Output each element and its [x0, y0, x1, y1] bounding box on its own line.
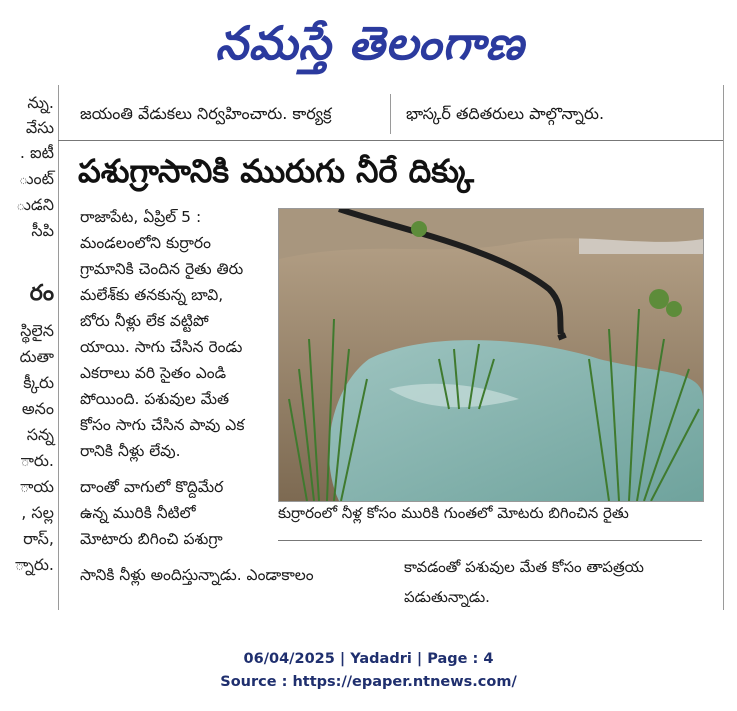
article-body: [80, 208, 272, 588]
section-divider: [58, 140, 723, 141]
left-column-line: ారు.: [20, 451, 54, 470]
body-line-last: సానికి నీళ్లు అందిస్తున్నాడు. ఎండాకాలం: [80, 566, 314, 584]
left-column-line: సన్న: [26, 425, 54, 444]
continuation-line: కావడంతో పశువుల మేత కోసం తాపత్రయ: [404, 558, 644, 576]
caption-divider: [278, 540, 702, 541]
article-headline: పశుగ్రాసానికి మురుగు నీరే దిక్కు: [78, 152, 474, 190]
left-column-heading: రం: [29, 281, 54, 306]
left-column-line: స్థిలైన: [20, 321, 54, 340]
footer-date-edition: 06/04/2025 | Yadadri | Page : 4: [243, 651, 494, 667]
body-line: యాయి. సాగు చేసిన రెండు: [80, 338, 243, 356]
left-adjacent-column: [0, 85, 59, 610]
left-column-line: అనం: [21, 399, 54, 418]
body-line: మలేశ్‌కు తనకున్న బావి,: [80, 286, 224, 304]
column-rule: [723, 85, 724, 610]
left-column-line: ుడని: [16, 195, 54, 214]
body-line: కోసం సాగు చేసిన పావు ఎక: [80, 416, 245, 434]
left-column-line: సీపి: [31, 221, 54, 240]
footer-source: Source : https://epaper.ntnews.com/: [220, 674, 517, 690]
left-column-line: . ఐటీ: [19, 143, 54, 162]
page-footer: [0, 648, 737, 694]
left-column-line: క్కీరు: [23, 373, 54, 392]
left-column-line: , సల్ల: [21, 503, 54, 522]
photo-caption: కుర్రారంలో నీళ్ల కోసం మురికి గుంతలో మోటరు బిగించిన రైతు: [278, 504, 629, 522]
left-column-line: దుతా: [19, 347, 54, 366]
left-column-line: ్నారు.: [14, 555, 54, 574]
body-line: మండలంలోని కుర్రారం: [80, 234, 211, 252]
body-line: దాంతో వాగులో కొద్దిమేర: [80, 478, 224, 496]
left-column-line: న్ను.: [27, 93, 54, 112]
article-continuation: [404, 552, 704, 612]
masthead: [0, 0, 737, 92]
body-line: ఉన్న మురికి నీటిలో: [80, 504, 196, 522]
left-column-line: వేసు: [25, 118, 54, 137]
continuation-line: పడుతున్నాడు.: [404, 588, 490, 606]
left-column-line: ుంట్: [18, 169, 54, 188]
article-photo: [278, 208, 704, 502]
body-line: బోరు నీళ్లు లేక వట్టిపో: [80, 312, 209, 330]
body-line: రాజాపేట, ఏప్రిల్ 5 :: [80, 208, 202, 226]
body-line: మోటారు బిగించి పశుగ్రా: [80, 530, 223, 548]
body-line: గ్రామానికి చెందిన రైతు తిరు: [80, 260, 244, 278]
previous-article-strip: [80, 104, 710, 134]
column-separator: [390, 94, 391, 134]
body-line: రానికి నీళ్లు లేవు.: [80, 442, 181, 460]
previous-article-left-text: జయంతి వేడుకలు నిర్వహించారు. కార్యక్ర: [80, 104, 332, 123]
left-column-line: ాయ: [20, 477, 54, 496]
previous-article-right-text: భాస్కర్ తదితరులు పాల్గొన్నారు.: [406, 104, 605, 123]
body-line: పోయింది. పశువుల మేత: [80, 390, 230, 408]
photo-illustration: [279, 209, 703, 501]
body-line: ఎకరాలు వరి సైతం ఎండి: [80, 364, 227, 382]
newspaper-logo: నమస్తే తెలంగాణ: [215, 16, 525, 70]
left-column-line: రాస్,: [23, 529, 54, 548]
